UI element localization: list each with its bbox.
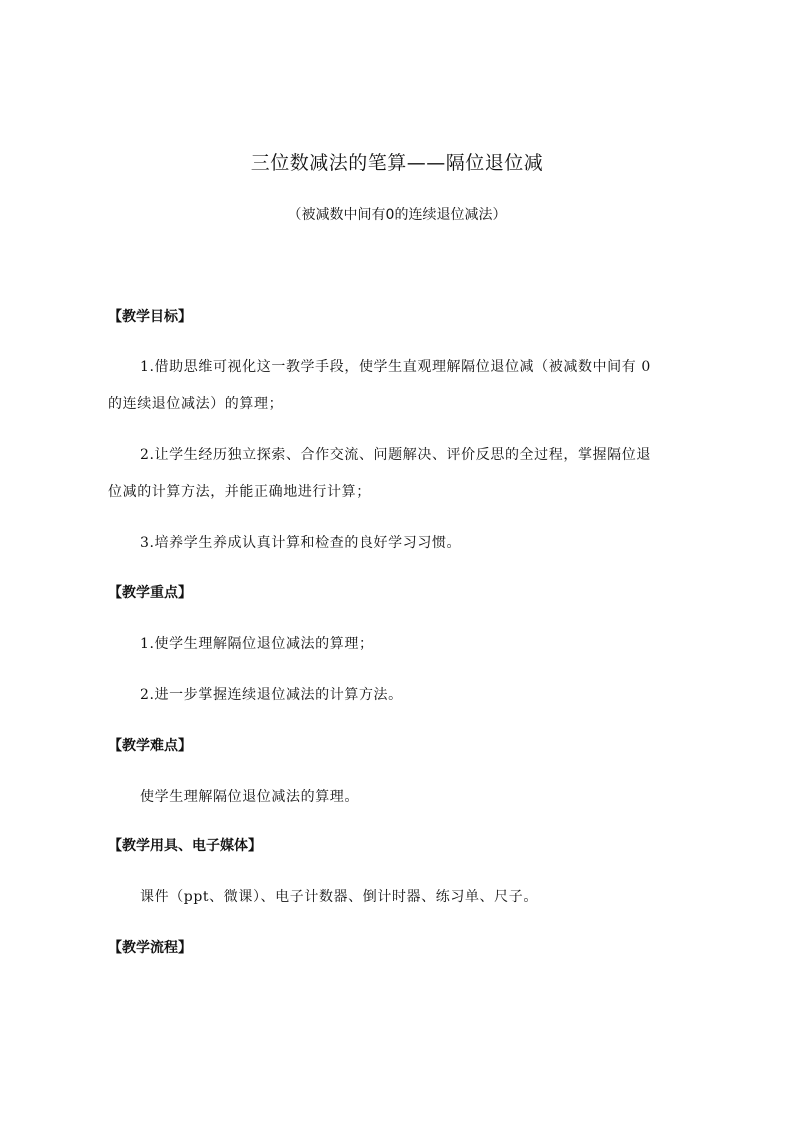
heading-difficulties: 【教学难点】 bbox=[108, 738, 192, 754]
heading-tools-media: 【教学用具、电子媒体】 bbox=[108, 838, 262, 854]
key-point-2: 2.进一步掌握连续退位减法的计算方法。 bbox=[140, 687, 403, 703]
page-subtitle: （被减数中间有0的连续退位减法） bbox=[287, 207, 507, 223]
heading-key-points: 【教学重点】 bbox=[108, 585, 192, 601]
heading-teaching-process: 【教学流程】 bbox=[108, 940, 192, 956]
key-point-1: 1.使学生理解隔位退位减法的算理； bbox=[140, 636, 374, 652]
difficulty-1: 使学生理解隔位退位减法的算理。 bbox=[140, 789, 359, 805]
heading-teaching-goals: 【教学目标】 bbox=[108, 309, 192, 325]
goal-1-line-1: 1.借助思维可视化这一教学手段，使学生直观理解隔位退位减（被减数中间有 0 bbox=[140, 359, 651, 375]
goal-2-line-1: 2.让学生经历独立探索、合作交流、问题解决、评价反思的全过程，掌握隔位退 bbox=[140, 447, 651, 463]
page-title: 三位数减法的笔算——隔位退位减 bbox=[250, 152, 544, 174]
goal-1-line-2: 的连续退位减法）的算理； bbox=[108, 396, 284, 412]
tools-list: 课件（ppt、微课）、电子计数器、倒计时器、练习单、尺子。 bbox=[140, 889, 538, 905]
goal-2-line-2: 位减的计算方法，并能正确地进行计算； bbox=[108, 484, 371, 500]
goal-3: 3.培养学生养成认真计算和检查的良好学习习惯。 bbox=[140, 535, 462, 551]
